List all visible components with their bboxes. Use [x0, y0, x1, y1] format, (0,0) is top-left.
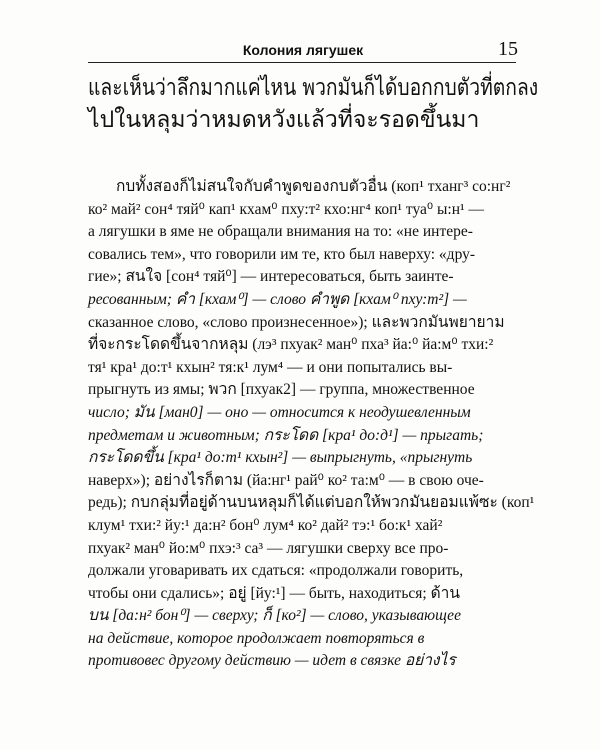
text-line: клум¹ тхи:² йу:¹ да:н² бон⁰ лум⁴ ко² дай² тэ:¹ бо:к¹ хай² — [88, 516, 443, 534]
text-line: противовес другому действию — идет в связке อย่างไร — [88, 652, 456, 670]
text-line: тя¹ кра¹ до:т¹ кхын² тя:к¹ лум⁴ — и они попытались вы- — [88, 358, 453, 376]
text-line: กระโดดขึ้น [кра¹ до:т¹ кхын²] — выпрыгнуть, «прыгнуть — [88, 449, 473, 467]
text-line: чтобы они сдались»; อยู่ [йу:¹] — быть, находиться; ด้าน — [88, 584, 460, 602]
text-line: а лягушки в яме не обращали внимания на то: «не интере- — [88, 223, 473, 241]
text-line: совались тем», что говорили им те, кто был наверху: «дру- — [88, 245, 476, 263]
text-line: пхуак² ман⁰ йо:м⁰ пхэ:³ са³ — лягушки сверху все про- — [88, 539, 449, 557]
text-line: гие»; สนใจ [сон⁴ тяй⁰] — интересоваться, быть заинте- — [88, 268, 454, 286]
text-line: прыгнуть из ямы; พวก [пхуак2] — группа, множественное — [88, 381, 475, 399]
thai-heading-line: และเห็นว่าลึกมากแค่ไหน พวกมันก็ได้บอกกบตัวที่ตกลง — [88, 75, 539, 101]
thai-heading-line: ไปในหลุมว่าหมดหวังแล้วที่จะรอดขึ้นมา — [88, 107, 480, 133]
commentary-paragraph — [88, 176, 540, 673]
text-line: ที่จะกระโดดขึ้นจากหลุม (лэ³ пхуак² ман⁰ пха³ йа:⁰ йа:м⁰ тхи:² — [88, 336, 494, 354]
text-line: บน [да:н² бон⁰] — сверху; ก็ [ко²] — слово, указывающее — [88, 607, 461, 625]
page-number: 15 — [498, 38, 518, 60]
running-title: Колония лягушек — [242, 42, 364, 58]
text-line: редь); กบกลุ่มที่อยู่ด้านบนหลุมก็ได้แต่บอกให้พวกมันยอมแพ้ซะ (коп¹ — [88, 494, 535, 512]
text-line: должали уговаривать их сдаться: «продолжали говорить, — [88, 562, 464, 580]
text-line: число; มัน [ман0] — оно — относится к неодушевленным — [88, 403, 471, 421]
thai-heading — [88, 72, 538, 136]
text-line: на действие, которое продолжает повторяться в — [88, 629, 425, 647]
text-line: сказанное слово, «слово произнесенное»); และพวกมันพยายาม — [88, 313, 505, 331]
header-rule — [88, 62, 516, 63]
text-line: ресованным; คำ [кхам⁰] — слово คำพูด [кхам⁰ пху:т²] — — [88, 290, 467, 308]
text-line: предметам и животным; กระโดด [кра¹ до:д¹] — прыгать; — [88, 426, 484, 444]
text-line: ко² май² сон⁴ тяй⁰ кап¹ кхам⁰ пху:т² кхо:нг⁴ коп¹ туа⁰ ы:н¹ — — [88, 200, 485, 218]
text-line: กบทั้งสองก็ไม่สนใจกับคำพูดของกบตัวอื่น (коп¹ тханг³ со:нг² — [116, 178, 511, 195]
text-line: наверх»); อย่างไรก็ตาม (йа:нг¹ рай⁰ ко² та:м⁰ — в свою оче- — [88, 471, 484, 489]
